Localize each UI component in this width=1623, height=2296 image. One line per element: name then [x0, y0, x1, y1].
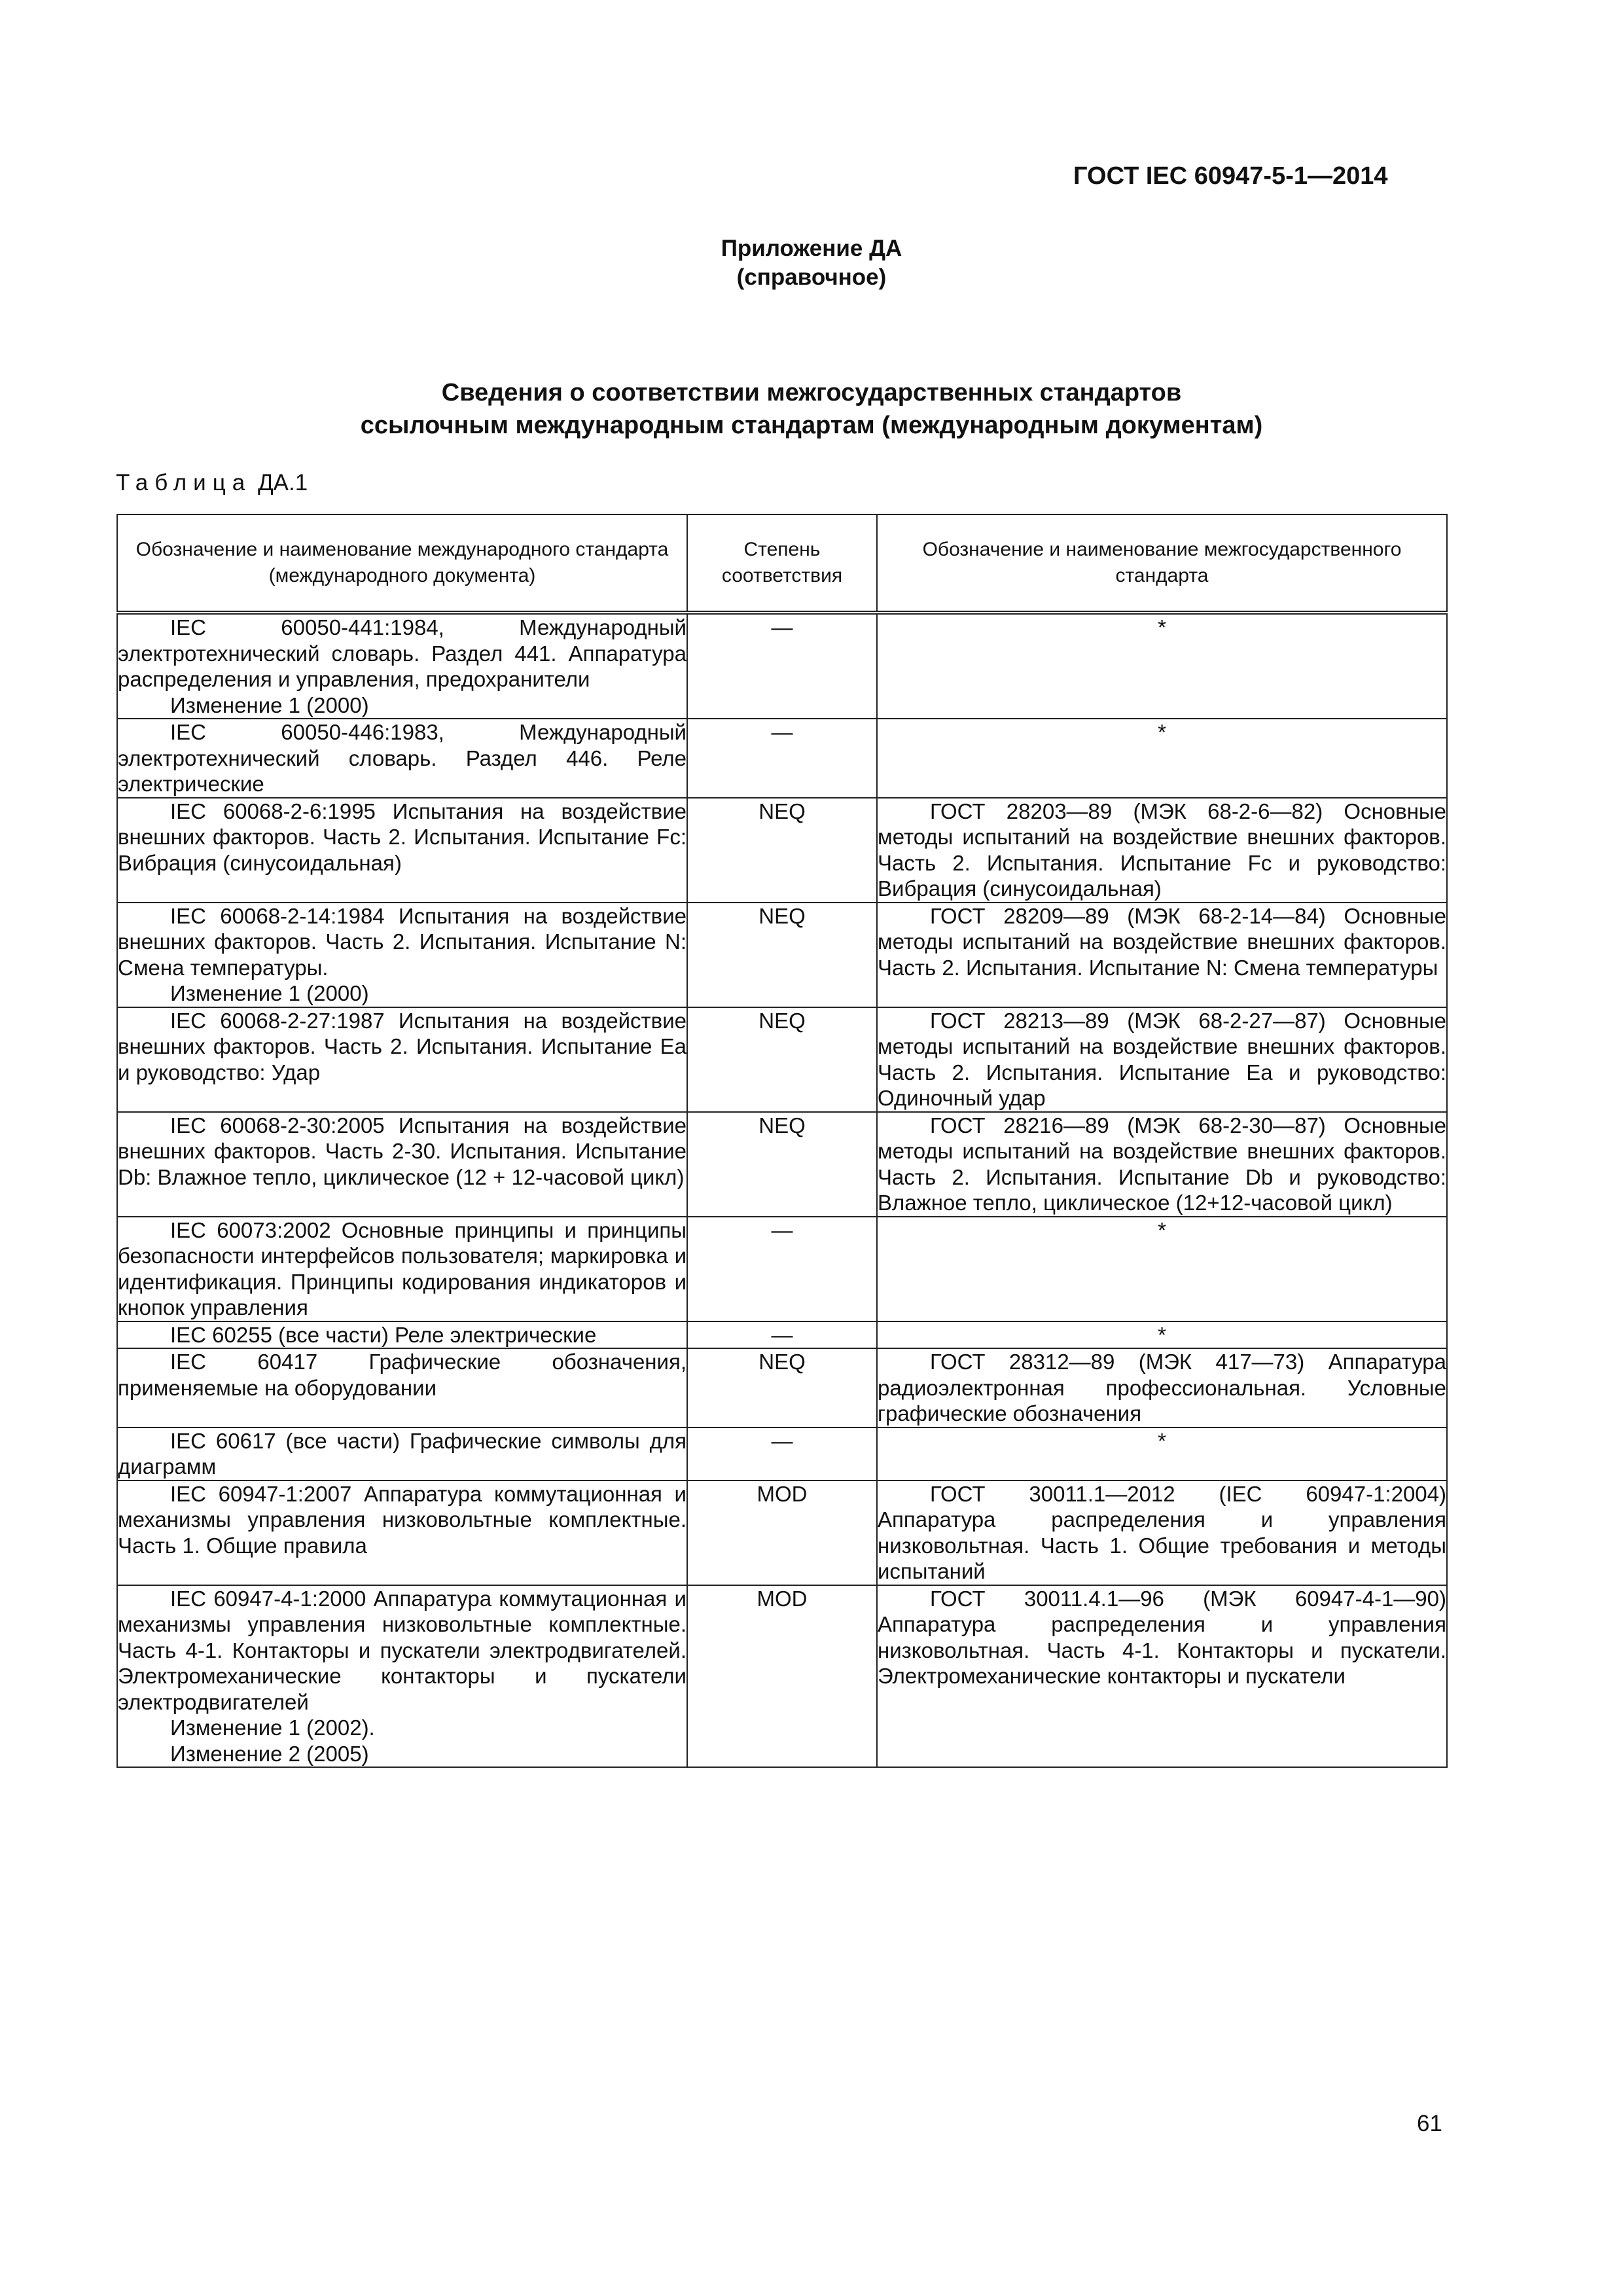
interstate-standard-text: ГОСТ 28213—89 (МЭК 68-2-27—87) Основные методы испытаний на воздействие внешних факторов. Часть 2. Испытания. Испытание Ea и руководство: Одиночный удар — [878, 1008, 1446, 1110]
cell-interstate-standard — [877, 1427, 1447, 1480]
international-standard-text: IEC 60068-2-6:1995 Испытания на воздействие внешних факторов. Часть 2. Испытания. Испытание Fc: Вибрация (синусоидальная) — [118, 798, 687, 875]
interstate-standard-text: * — [1158, 1428, 1166, 1453]
cell-degree: — — [687, 613, 877, 719]
cell-interstate-standard — [877, 1217, 1447, 1321]
amendment-note: Изменение 1 (2002). — [170, 1715, 375, 1740]
interstate-standard-text: ГОСТ 30011.1—2012 (IEC 60947-1:2004) Аппаратура распределения и управления низковольтная. Часть 1. Общие требования и методы испытаний — [878, 1481, 1446, 1583]
table-caption-id: ДА.1 — [257, 470, 308, 495]
international-standard-text: IEC 60068-2-14:1984 Испытания на воздействие внешних факторов. Часть 2. Испытания. Испытание N: Смена температуры. — [118, 903, 687, 980]
appendix-title: Приложение ДА — [721, 236, 902, 261]
cell-international-standard — [117, 1321, 687, 1349]
international-standard-text: IEC 60947-4-1:2000 Аппаратура коммутационная и механизмы управления низковольтные комплектные. Часть 4-1. Контакторы и пускатели электродвигателей. Электромеханические контакторы и пускатели электродвигателей — [118, 1586, 687, 1714]
interstate-standard-text: * — [1158, 1217, 1166, 1242]
cell-degree: NEQ — [687, 798, 877, 903]
appendix-subtitle: (справочное) — [736, 264, 887, 290]
column-header-international: Обозначение и наименование международного стандарта (международного документа) — [117, 514, 687, 613]
international-standard-text: IEC 60617 (все части) Графические символы для диаграмм — [118, 1428, 687, 1479]
section-heading-line-1: Сведения о соответствии межгосударственных стандартов — [441, 379, 1182, 406]
international-standard-text: IEC 60417 Графические обозначения, применяемые на оборудовании — [118, 1350, 687, 1400]
section-heading-line-2: ссылочным международным стандартам (международным документам) — [360, 412, 1263, 439]
cell-interstate-standard — [877, 903, 1447, 1007]
table-row — [117, 1585, 1447, 1768]
international-standard-text: IEC 60255 (все части) Реле электрические — [170, 1322, 597, 1347]
amendment-note: Изменение 1 (2000) — [170, 692, 369, 717]
cell-degree: NEQ — [687, 1112, 877, 1217]
cell-degree: MOD — [687, 1585, 877, 1768]
cell-degree: NEQ — [687, 1348, 877, 1427]
table-row — [117, 1427, 1447, 1480]
table-row — [117, 1348, 1447, 1427]
cell-interstate-standard — [877, 1480, 1447, 1585]
standard-code: ГОСТ IEC 60947-5-1—2014 — [1073, 162, 1388, 190]
cell-international-standard — [117, 1427, 687, 1480]
international-standard-text: IEC 60068-2-27:1987 Испытания на воздействие внешних факторов. Часть 2. Испытания. Испытание Ea и руководство: Удар — [118, 1008, 687, 1085]
table-caption-word: Таблица — [116, 470, 252, 495]
cell-interstate-standard — [877, 1112, 1447, 1217]
table-row — [117, 719, 1447, 798]
cell-international-standard — [117, 1112, 687, 1217]
interstate-standard-text: ГОСТ 28203—89 (МЭК 68-2-6—82) Основные методы испытаний на воздействие внешних факторов. Часть 2. Испытания. Испытание Fc и руководство: Вибрация (синусоидальная) — [878, 798, 1446, 901]
amendment-note: Изменение 1 (2000) — [170, 981, 369, 1005]
interstate-standard-text: * — [1158, 720, 1166, 744]
interstate-standard-text: ГОСТ 30011.4.1—96 (МЭК 60947-4-1—90) Аппаратура распределения и управления низковольтная. Часть 4-1. Контакторы и пускатели. Электромеханические контакторы и пускатели — [878, 1586, 1446, 1688]
table-row — [117, 798, 1447, 903]
cell-degree: MOD — [687, 1480, 877, 1585]
table-body — [117, 613, 1447, 1767]
interstate-standard-text: * — [1158, 615, 1166, 639]
cell-international-standard — [117, 719, 687, 798]
interstate-standard-text: ГОСТ 28312—89 (МЭК 417—73) Аппаратура радиоэлектронная профессиональная. Условные графические обозначения — [878, 1350, 1446, 1426]
column-header-degree: Степень соответствия — [687, 514, 877, 613]
cell-international-standard — [117, 798, 687, 903]
cell-international-standard — [117, 1585, 687, 1768]
table-row — [117, 1217, 1447, 1321]
cell-interstate-standard — [877, 1321, 1447, 1349]
cell-degree: NEQ — [687, 1007, 877, 1112]
table-header-row — [117, 514, 1447, 613]
cell-international-standard — [117, 1348, 687, 1427]
cell-interstate-standard — [877, 613, 1447, 719]
cell-degree: — — [687, 1321, 877, 1349]
international-standard-text: IEC 60073:2002 Основные принципы и принципы безопасности интерфейсов пользователя; маркировка и идентификация. Принципы кодирования индикаторов и кнопок управления — [118, 1217, 687, 1319]
column-header-interstate: Обозначение и наименование межгосударственного стандарта — [877, 514, 1447, 613]
cell-degree: — — [687, 1427, 877, 1480]
interstate-standard-text: ГОСТ 28209—89 (МЭК 68-2-14—84) Основные методы испытаний на воздействие внешних факторов. Часть 2. Испытания. Испытание N: Смена температуры — [878, 903, 1446, 980]
interstate-standard-text: * — [1158, 1322, 1166, 1347]
table-row — [117, 1480, 1447, 1585]
table-row — [117, 1321, 1447, 1349]
cell-international-standard — [117, 903, 687, 1007]
cell-degree: — — [687, 1217, 877, 1321]
cell-international-standard — [117, 1217, 687, 1321]
amendment-note: Изменение 2 (2005) — [170, 1741, 369, 1766]
cell-interstate-standard — [877, 798, 1447, 903]
cell-international-standard — [117, 613, 687, 719]
cell-international-standard — [117, 1480, 687, 1585]
cell-interstate-standard — [877, 719, 1447, 798]
international-standard-text: IEC 60050-446:1983, Международный электротехнический словарь. Раздел 446. Реле электрические — [118, 720, 687, 796]
table-row — [117, 903, 1447, 1007]
table-row — [117, 613, 1447, 719]
cell-degree: — — [687, 719, 877, 798]
cell-interstate-standard — [877, 1348, 1447, 1427]
cell-international-standard — [117, 1007, 687, 1112]
page-number: 61 — [1417, 2111, 1442, 2136]
international-standard-text: IEC 60050-441:1984, Международный электротехнический словарь. Раздел 441. Аппаратура распределения и управления, предохранители — [118, 615, 687, 691]
international-standard-text: IEC 60947-1:2007 Аппаратура коммутационная и механизмы управления низковольтные комплектные. Часть 1. Общие правила — [118, 1481, 687, 1558]
table-row — [117, 1112, 1447, 1217]
correspondence-table — [116, 514, 1448, 1768]
cell-interstate-standard — [877, 1585, 1447, 1768]
table-row — [117, 1007, 1447, 1112]
cell-interstate-standard — [877, 1007, 1447, 1112]
interstate-standard-text: ГОСТ 28216—89 (МЭК 68-2-30—87) Основные методы испытаний на воздействие внешних факторов. Часть 2. Испытания. Испытание Db и руководство: Влажное тепло, циклическое (12+12-часовой цикл) — [878, 1113, 1446, 1215]
international-standard-text: IEC 60068-2-30:2005 Испытания на воздействие внешних факторов. Часть 2-30. Испытания. Испытание Db: Влажное тепло, циклическое (12 + 12-часовой цикл) — [118, 1113, 687, 1189]
cell-degree: NEQ — [687, 903, 877, 1007]
table-caption — [116, 470, 308, 496]
